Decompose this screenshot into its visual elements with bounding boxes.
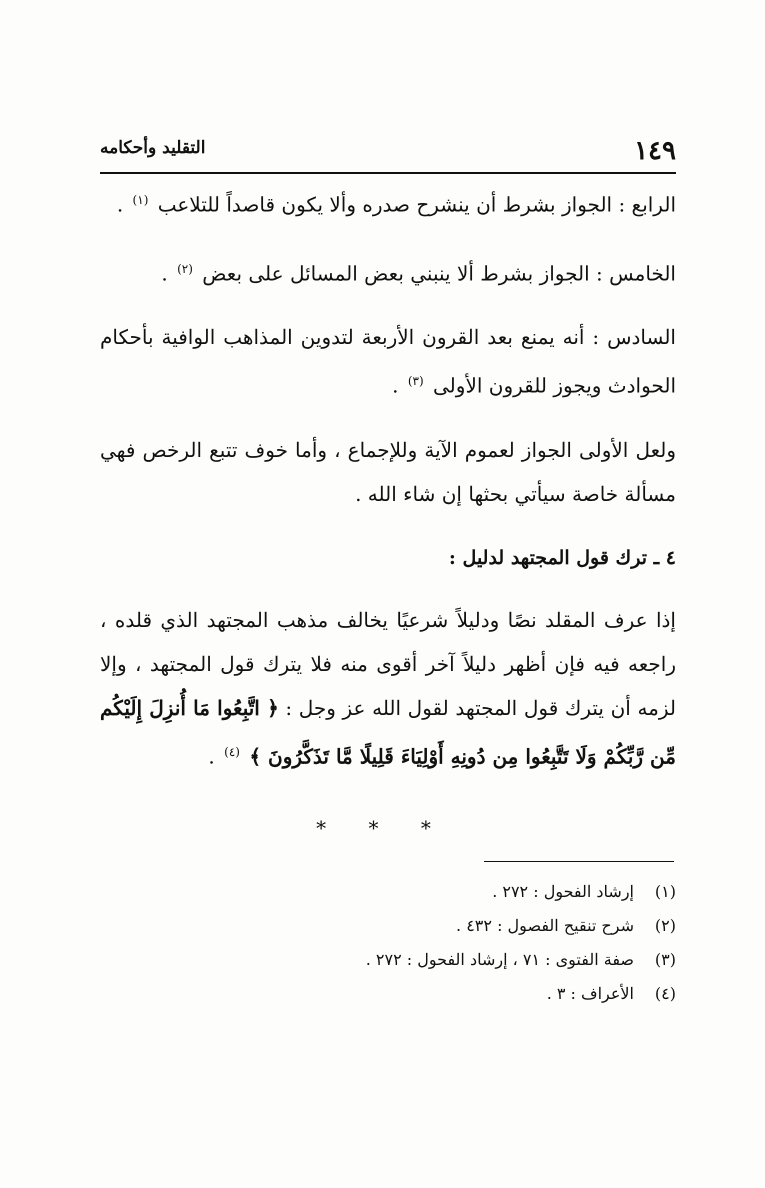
paragraph-fifth-opinion [100,247,676,296]
footnote-text: إرشاد الفحول : ٢٧٢ . [492,882,634,901]
paragraph-text: السادس : أنه يمنع بعد القرون الأربعة لتدوين المذاهب الوافية بأحكام الحوادث ويجوز للقرون الأولى [100,325,676,398]
paragraph-leaving-mujtahid [100,598,676,779]
footnote-ref-1: (١) [132,193,149,207]
footnote-number: (١) [654,882,676,901]
paragraph-text: الخامس : الجواز بشرط ألا ينبني بعض المسائل على بعض [202,261,676,286]
book-title: التقليد وأحكامه [100,138,206,158]
paragraph-text: الرابع : الجواز بشرط أن ينشرح صدره وألا يكون قاصداً للتلاعب [157,192,676,217]
page-number: ١٤٩ [634,136,676,166]
footnote-item [100,909,676,943]
paragraph-end: . [208,744,215,769]
paragraph-conclusion [100,428,676,516]
footnotes [100,875,676,1011]
section-separator: * * * [316,816,449,840]
paragraph-sixth-opinion [100,315,676,408]
footnote-text: صفة الفتوى : ٧١ ، إرشاد الفحول : ٢٧٢ . [365,950,634,969]
paragraph-text: إذا عرف المقلد نصًا ودليلاً شرعيًا يخالف مذهب المجتهد الذي قلده ، راجعه فيه فإن أظهر دليلاً آخر أقوى منه فلا يترك قول المجتهد ، وإلا لزمه أن يترك قول المجتهد لقول الله عز وجل : [100,607,677,720]
footnote-item [100,875,676,909]
paragraph-text: ولعل الأولى الجواز لعموم الآية وللإجماع ، وأما خوف تتبع الرخص فهي مسألة خاصة سيأتي بحثها إن شاء الله . [100,437,676,506]
section-heading: ٤ ـ ترك قول المجتهد لدليل : [448,546,676,569]
footnote-ref-3: (٣) [407,374,424,389]
paragraph-end: . [161,261,168,286]
footnote-text: الأعراف : ٣ . [546,984,634,1003]
paragraph-end: . [116,192,124,217]
paragraph-fourth-opinion [100,178,676,227]
body-text [100,178,676,799]
paragraph-end: . [392,373,399,398]
footnote-text: شرح تنقيح الفصول : ٤٣٢ . [456,916,634,935]
footnote-number: (٢) [654,916,676,935]
quran-verse: ﴿ اتَّبِعُوا مَا أُنزِلَ إِلَيْكُم مِّن رَّبِّكُمْ وَلَا تَتَّبِعُوا مِن دُونِهِ أَوْلِيَاءَ قَلِيلًا مَّا تَذَكَّرُونَ ﴾ [100,695,676,769]
footnote-ref-2: (٢) [177,261,193,276]
footnote-item [100,977,676,1011]
footnote-number: (٤) [654,984,676,1003]
footnote-number: (٣) [654,950,676,969]
footnote-ref-4: (٤) [224,744,240,759]
footnote-divider [484,861,674,862]
running-head [100,132,676,174]
footnote-item [100,943,676,977]
